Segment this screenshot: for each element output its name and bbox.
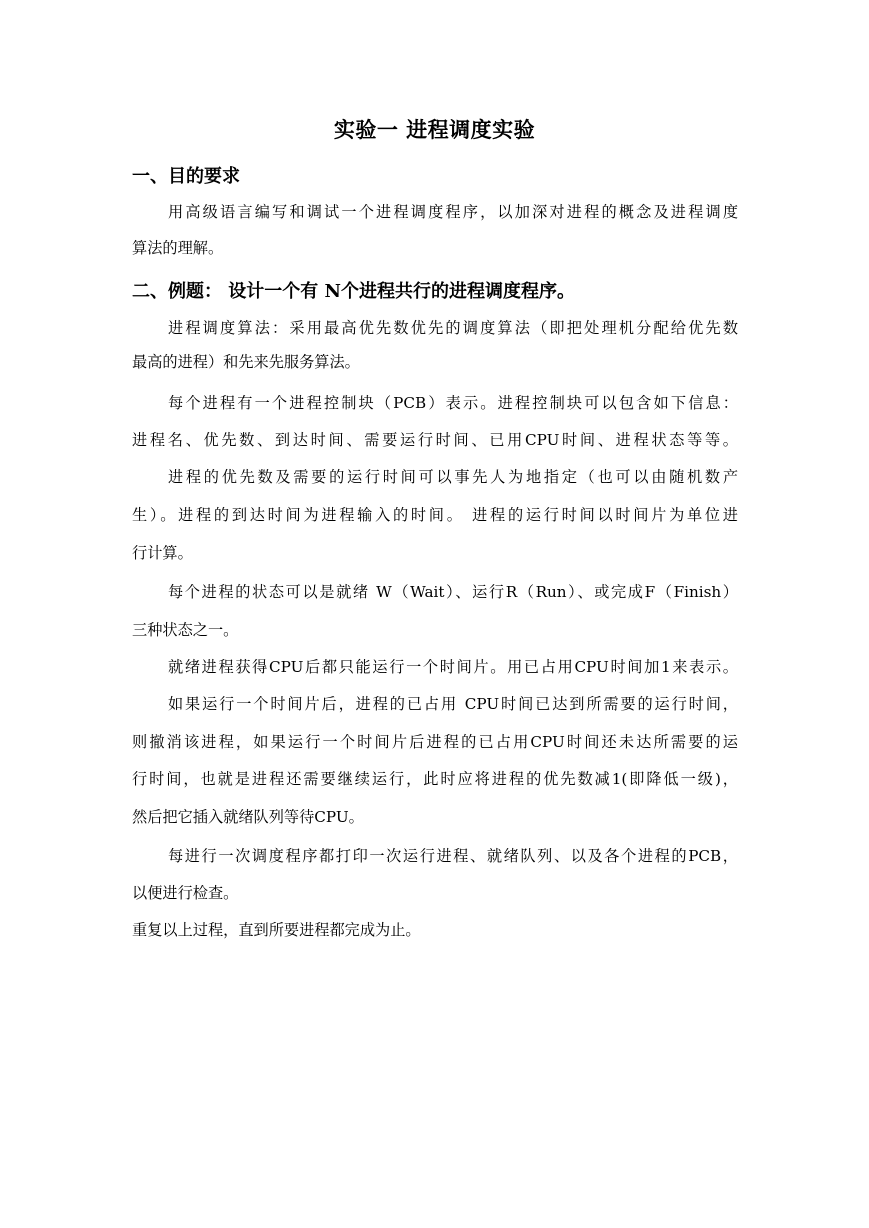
section-heading-1: 一、目的要求 xyxy=(132,166,240,187)
paragraph-line: 生）。进程的到达时间为进程输入的时间。 进程的运行时间以时间片为单位进 xyxy=(132,506,738,524)
paragraph-line: 每个进程有一个进程控制块（PCB）表示。进程控制块可以包含如下信息： xyxy=(168,394,738,412)
paragraph-line: 最高的进程）和先来先服务算法。 xyxy=(132,353,360,371)
paragraph-line: 每个进程的状态可以是就绪 W（Wait）、运行R（Run）、或完成F（Finish） xyxy=(168,583,738,601)
paragraph-line: 以便进行检查。 xyxy=(132,884,239,902)
paragraph-line: 行计算。 xyxy=(132,544,193,562)
paragraph-line: 进程调度算法：采用最高优先数优先的调度算法（即把处理机分配给优先数 xyxy=(168,319,738,337)
paragraph-line: 如果运行一个时间片后，进程的已占用 CPU时间已达到所需要的运行时间， xyxy=(168,695,738,713)
paragraph-line: 进程的优先数及需要的运行时间可以事先人为地指定（也可以由随机数产 xyxy=(168,468,738,486)
paragraph-line: 每进行一次调度程序都打印一次运行进程、就绪队列、以及各个进程的PCB， xyxy=(168,847,738,865)
paragraph-line: 然后把它插入就绪队列等待CPU。 xyxy=(132,808,364,826)
paragraph-line: 行时间，也就是进程还需要继续运行，此时应将进程的优先数减1(即降低一级)， xyxy=(132,770,738,788)
section-heading-2: 二、例题： 设计一个有 N个进程共行的进程调度程序。 xyxy=(132,281,575,302)
document-title: 实验一 进程调度实验 xyxy=(333,117,536,142)
paragraph-line: 就绪进程获得CPU后都只能运行一个时间片。用已占用CPU时间加1来表示。 xyxy=(168,658,738,676)
paragraph-line: 用高级语言编写和调试一个进程调度程序，以加深对进程的概念及进程调度 xyxy=(168,203,738,221)
paragraph-line: 三种状态之一。 xyxy=(132,621,239,639)
paragraph-line: 重复以上过程，直到所要进程都完成为止。 xyxy=(132,921,421,939)
paragraph-line: 进程名、优先数、到达时间、需要运行时间、已用CPU时间、进程状态等等。 xyxy=(132,431,738,449)
paragraph-line: 算法的理解。 xyxy=(132,239,224,257)
paragraph-line: 则撤消该进程，如果运行一个时间片后进程的已占用CPU时间还未达所需要的运 xyxy=(132,733,738,751)
